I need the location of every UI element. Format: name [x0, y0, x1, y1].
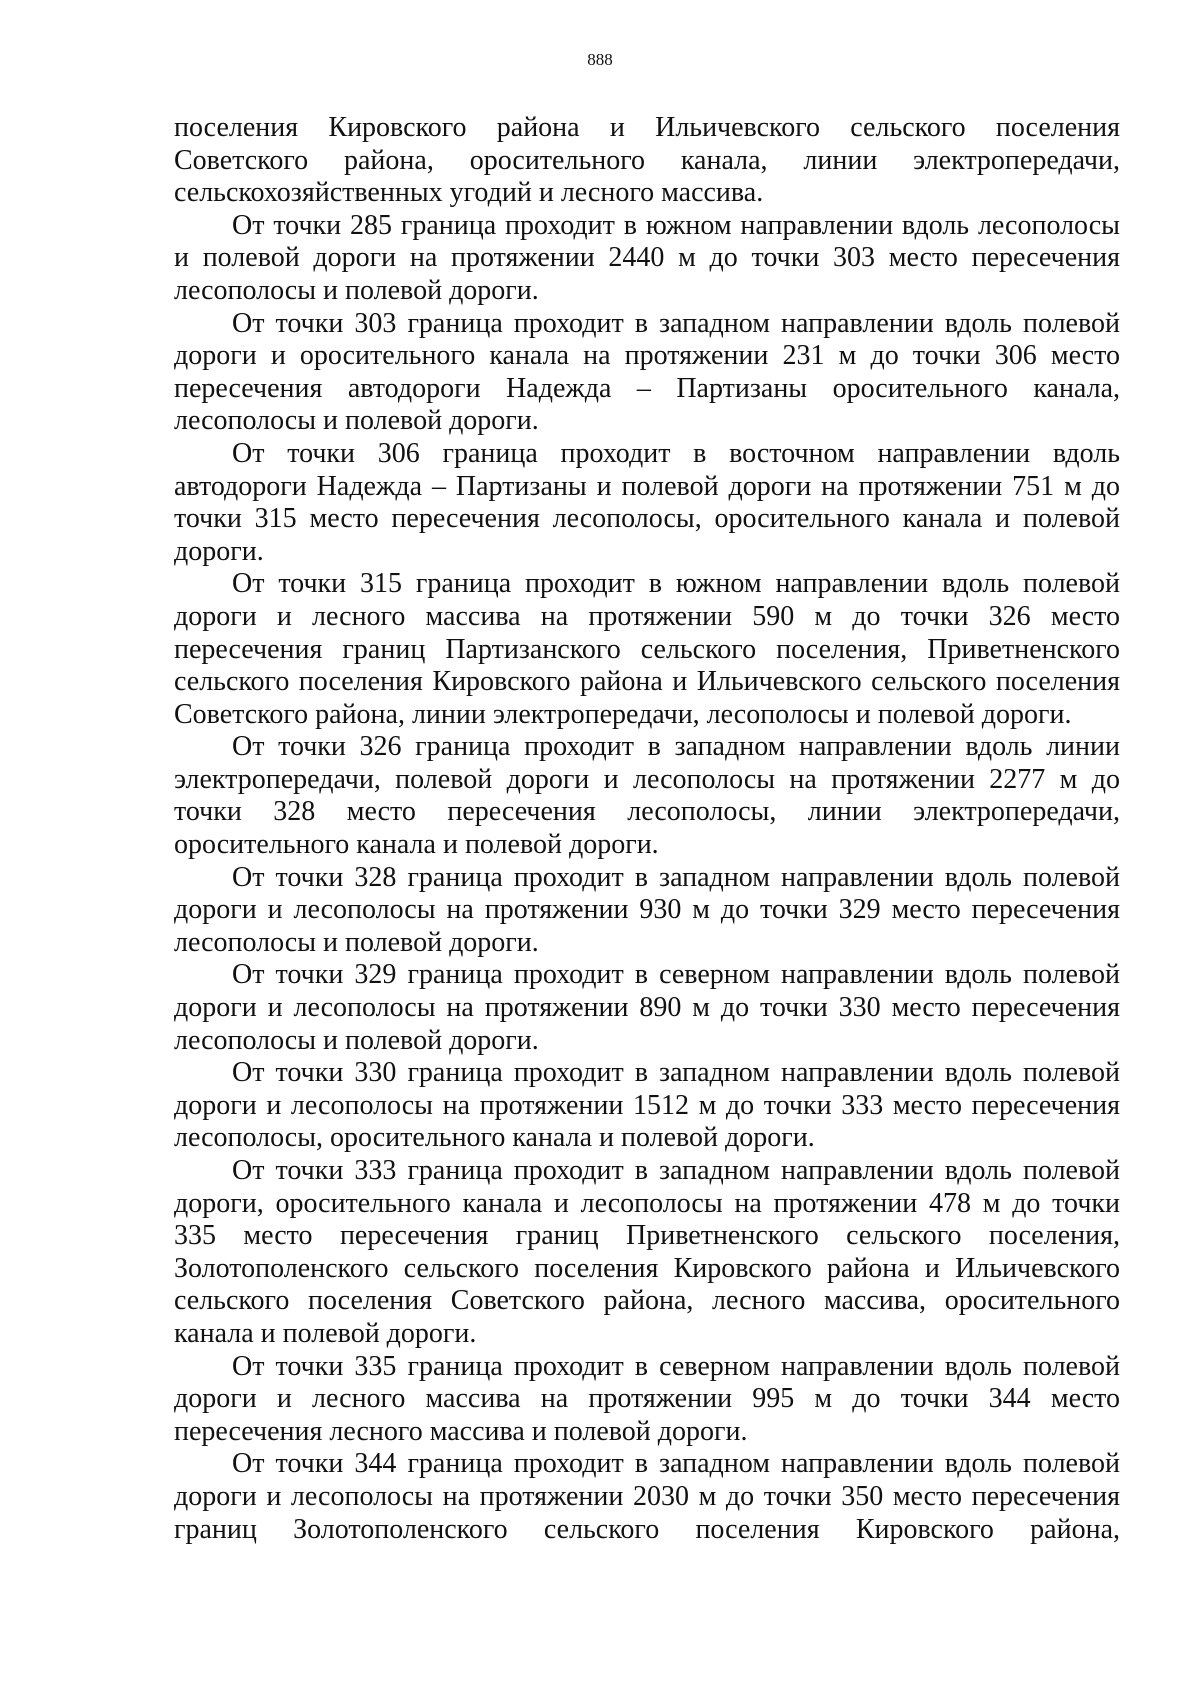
paragraph-9: От точки 330 граница проходит в западном направлении вдоль полевой дороги и лесополосы на протяжении 1512 м до точки 333 место пересечения лесополосы, оросительного канала и полевой дороги.: [174, 1057, 1120, 1154]
paragraph-1: поселения Кировского района и Ильичевского сельского поселения Советского района, оросительного канала, линии электропередачи, сельскохозяйственных угодий и лесного массива.: [174, 112, 1120, 209]
paragraph-10: От точки 333 граница проходит в западном направлении вдоль полевой дороги, оросительного канала и лесополосы на протяжении 478 м до точки 335 место пересечения границ Приветненского сельского поселения, Золотополенского сельского поселения Кировского района и Ильичевского сельского поселения Советского района, лесного массива, оросительного канала и полевой дороги.: [174, 1155, 1120, 1349]
page-number: 888: [587, 50, 613, 69]
paragraph-3: От точки 303 граница проходит в западном направлении вдоль полевой дороги и оросительного канала на протяжении 231 м до точки 306 место пересечения автодороги Надежда – Партизаны оросительного канала, лесополосы и полевой дороги.: [174, 307, 1120, 437]
paragraph-2: От точки 285 граница проходит в южном направлении вдоль лесополосы и полевой дороги на протяжении 2440 м до точки 303 место пересечения лесополосы и полевой дороги.: [174, 209, 1120, 306]
paragraph-12: От точки 344 граница проходит в западном направлении вдоль полевой дороги и лесополосы на протяжении 2030 м до точки 350 место пересечения границ Золотополенского сельского поселения Кировского района,: [174, 1448, 1120, 1545]
paragraph-6: От точки 326 граница проходит в западном направлении вдоль линии электропередачи, полевой дороги и лесополосы на протяжении 2277 м до точки 328 место пересечения лесополосы, линии электропередачи, оросительного канала и полевой дороги.: [174, 731, 1120, 861]
paragraph-11: От точки 335 граница проходит в северном направлении вдоль полевой дороги и лесного массива на протяжении 995 м до точки 344 место пересечения лесного массива и полевой дороги.: [174, 1350, 1120, 1447]
paragraph-7: От точки 328 граница проходит в западном направлении вдоль полевой дороги и лесополосы на протяжении 930 м до точки 329 место пересечения лесополосы и полевой дороги.: [174, 861, 1120, 958]
paragraph-4: От точки 306 граница проходит в восточном направлении вдоль автодороги Надежда – Партизаны и полевой дороги на протяжении 751 м до точки 315 место пересечения лесополосы, оросительного канала и полевой дороги.: [174, 437, 1120, 567]
paragraph-5: От точки 315 граница проходит в южном направлении вдоль полевой дороги и лесного массива на протяжении 590 м до точки 326 место пересечения границ Партизанского сельского поселения, Приветненского сельского поселения Кировского района и Ильичевского сельского поселения Советского района, линии электропередачи, лесополосы и полевой дороги.: [174, 568, 1120, 730]
document-body: [174, 112, 1120, 1546]
paragraph-8: От точки 329 граница проходит в северном направлении вдоль полевой дороги и лесополосы на протяжении 890 м до точки 330 место пересечения лесополосы и полевой дороги.: [174, 959, 1120, 1056]
